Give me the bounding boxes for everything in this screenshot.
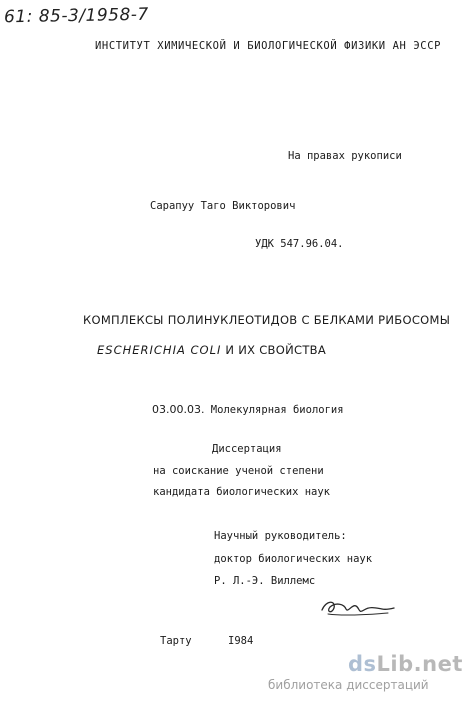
supervisor-label: Научный руководитель: bbox=[214, 530, 347, 542]
thesis-title-line-1: КОМПЛЕКСЫ ПОЛИНУКЛЕОТИДОВ С БЕЛКАМИ РИБОСОМЫ bbox=[83, 313, 451, 327]
specialty-code: 03.00.03. bbox=[152, 403, 205, 416]
supervisor-name: Р. Л.-Э. Виллемс bbox=[214, 575, 316, 587]
thesis-title-line-2 bbox=[97, 343, 326, 357]
handwritten-signature bbox=[318, 592, 398, 622]
supervisor-title: доктор биологических наук bbox=[214, 553, 373, 565]
handwritten-catalog-number: 61: 85-3/1958-7 bbox=[3, 4, 149, 28]
watermark-subtitle: библиотека диссертаций bbox=[268, 678, 429, 692]
watermark-logo-ds: ds bbox=[348, 652, 377, 676]
specialty bbox=[152, 403, 344, 416]
watermark-logo bbox=[348, 652, 463, 676]
watermark bbox=[268, 652, 463, 692]
specialty-name: Молекулярная биология bbox=[204, 404, 344, 416]
udk-code: УДК 547.96.04. bbox=[255, 238, 344, 250]
city: Тарту bbox=[160, 635, 192, 647]
thesis-title-line-2-rest: И ИХ СВОЙСТВА bbox=[221, 343, 327, 357]
dissertation-degree: кандидата биологических наук bbox=[153, 486, 331, 498]
dissertation-type: Диссертация bbox=[212, 443, 282, 455]
manuscript-rights-note: На правах рукописи bbox=[288, 150, 402, 162]
watermark-logo-rest: Lib.net bbox=[376, 652, 463, 676]
year: I984 bbox=[228, 635, 254, 647]
dissertation-purpose: на соискание ученой степени bbox=[153, 465, 324, 477]
organism-name: ESCHERICHIA COLI bbox=[97, 343, 222, 357]
institute-name: ИНСТИТУТ ХИМИЧЕСКОЙ И БИОЛОГИЧЕСКОЙ ФИЗИКИ АН ЭССР bbox=[95, 40, 442, 52]
author-name: Сарапуу Таго Викторович bbox=[150, 200, 296, 212]
